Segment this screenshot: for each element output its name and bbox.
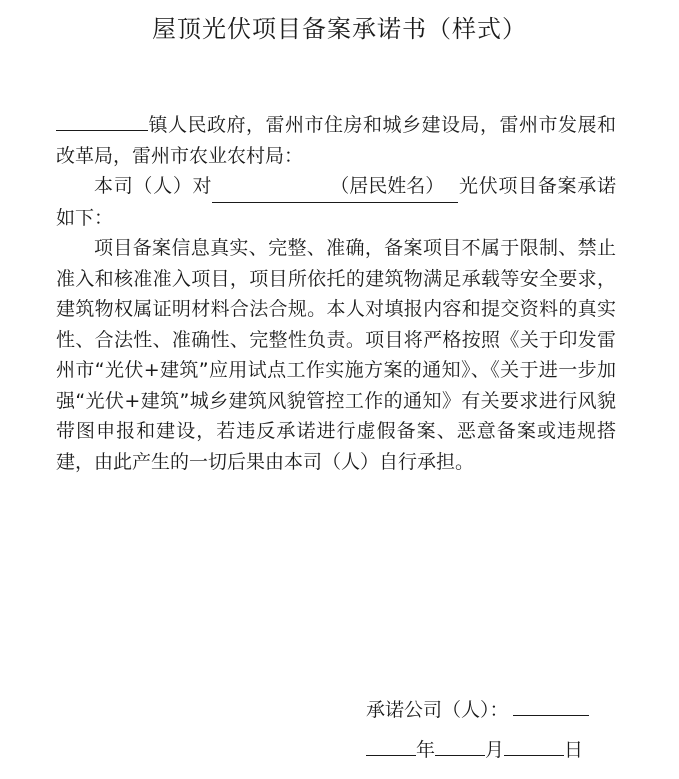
township-blank (56, 110, 148, 131)
document-body (56, 110, 616, 477)
signature-label: 承诺公司（人）： (366, 699, 509, 721)
day-label: 日 (564, 739, 584, 761)
commitment-intro-paragraph (56, 171, 616, 233)
year-label: 年 (416, 739, 436, 761)
addressee-text: 镇人民政府，雷州市住房和城乡建设局，雷州市发展和改革局，雷州市农业农村局： (56, 114, 616, 167)
month-label: 月 (485, 739, 505, 761)
month-blank (435, 735, 485, 756)
resident-name-blank: （居民姓名） (212, 171, 458, 203)
commitment-suffix: 光伏项目备案承诺如下： (56, 175, 616, 229)
date-line (366, 735, 583, 763)
commitment-prefix: 本司（人）对 (94, 175, 213, 197)
signature-blank (513, 695, 589, 716)
commitment-body-paragraph: 项目备案信息真实、完整、准确，备案项目不属于限制、禁止准入和核准准入项目，项目所依托的建筑物满足承载等安全要求，建筑物权属证明材料合法合规。本人对填报内容和提交资料的真实性、合法性、准确性、完整性负责。项目将严格按照《关于印发雷州市“光伏+建筑”应用试点工作实施方案的通知》、《关于进一步加强“光伏+建筑”城乡建筑风貌管控工作的通知》有关要求进行风貌带图申报和建设，若违反承诺进行虚假备案、恶意备案或违规搭建，由此产生的一切后果由本司（人）自行承担。 (56, 237, 616, 473)
document-title: 屋顶光伏项目备案承诺书（样式） (152, 15, 527, 43)
signature-line (366, 695, 589, 723)
day-blank (504, 735, 564, 756)
year-blank (366, 735, 416, 756)
addressee-paragraph (56, 110, 616, 171)
